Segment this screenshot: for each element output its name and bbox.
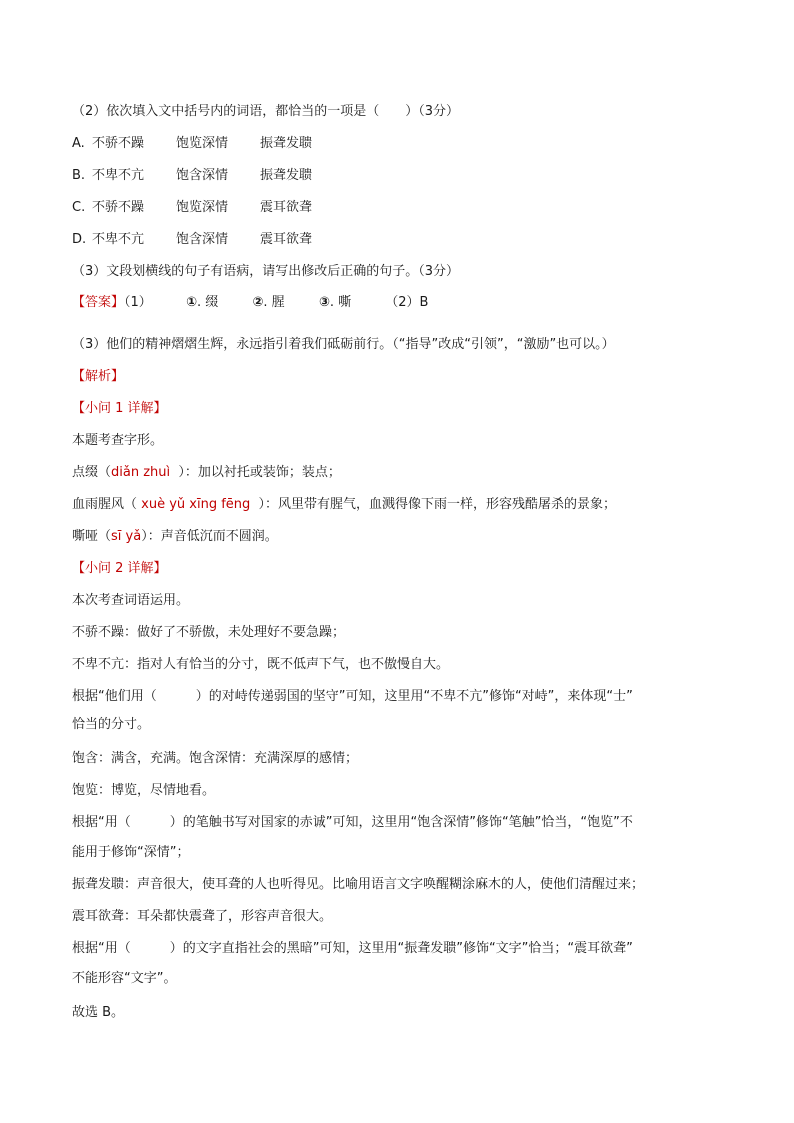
answer-tag: 【答案】 bbox=[72, 295, 125, 310]
answer-item-3: ③. 嘶 bbox=[318, 295, 352, 310]
sub1-intro: 本题考查字形。 bbox=[72, 433, 164, 448]
answer-line bbox=[72, 294, 724, 312]
sub2-line: 恰当的分寸。 bbox=[72, 717, 151, 732]
sub2-line: 根据“用（ ）的笔触书写对国家的赤诚”可知，这里用“饱含深情”修饰“笔触”恰当，“饱览”不 bbox=[72, 815, 633, 830]
answer-item-2: ②. 腥 bbox=[252, 295, 285, 310]
option-d: D. 不卑不亢 饱含深情 震耳欲聋 bbox=[72, 232, 313, 247]
answer-part2: （2）B bbox=[385, 295, 429, 310]
q3-stem: （3）文段划横线的句子有语病，请写出修改后正确的句子。（3分） bbox=[72, 264, 460, 279]
option-c: C. 不骄不躁 饱览深情 震耳欲聋 bbox=[72, 200, 313, 215]
analysis-tag: 【解析】 bbox=[72, 369, 125, 384]
sub1-line-3: 嘶哑（sī yǎ）：声音低沉而不圆润。 bbox=[72, 529, 278, 544]
sub1-line-2: 血雨腥风（ xuè yǔ xīng fēng ）：风里带有腥气，血溅得像下雨一样，形容残酷屠杀的景象； bbox=[72, 497, 617, 512]
option-b: B. 不卑不亢 饱含深情 振聋发聩 bbox=[72, 168, 313, 183]
sub2-line: 不骄不躁：做好了不骄傲，未处理好不要急躁； bbox=[72, 625, 346, 640]
sub1-tag: 【小问 1 详解】 bbox=[72, 401, 167, 416]
answer-part1: （1） bbox=[124, 295, 152, 310]
sub2-tag: 【小问 2 详解】 bbox=[72, 561, 167, 576]
sub1-line-1: 点缀（diǎn zhuì ）：加以衬托或装饰；装点； bbox=[72, 465, 341, 480]
sub2-line: 能用于修饰“深情”； bbox=[72, 845, 190, 860]
sub2-line: 故选 B。 bbox=[72, 1005, 125, 1020]
sub2-line: 根据“他们用（ ）的对峙传递弱国的坚守”可知，这里用“不卑不亢”修饰“对峙”，来体现“士” bbox=[72, 689, 633, 704]
sub2-line: 饱览：博览，尽情地看。 bbox=[72, 783, 216, 798]
answer-part3: （3）他们的精神熠熠生辉，永远指引着我们砥砺前行。（“指导”改成“引领”，“激励”也可以。） bbox=[72, 337, 615, 352]
sub2-line: 震耳欲聋：耳朵都快震聋了，形容声音很大。 bbox=[72, 909, 333, 924]
sub2-line: 不能形容“文字”。 bbox=[72, 971, 177, 986]
option-a: A. 不骄不躁 饱览深情 振聋发聩 bbox=[72, 136, 313, 151]
sub2-line: 振聋发聩：声音很大，使耳聋的人也听得见。比喻用语言文字唤醒糊涂麻木的人，使他们清醒过来； bbox=[72, 877, 645, 892]
sub2-line: 不卑不亢：指对人有恰当的分寸，既不低声下气，也不傲慢自大。 bbox=[72, 657, 450, 672]
sub2-line: 饱含：满含，充满。饱含深情：充满深厚的感情； bbox=[72, 751, 359, 766]
sub2-line: 根据“用（ ）的文字直指社会的黑暗”可知，这里用“振聋发聩”修饰“文字”恰当；“震耳欲聋” bbox=[72, 941, 633, 956]
q2-stem: （2）依次填入文中括号内的词语，都恰当的一项是（ ）（3分） bbox=[72, 104, 460, 119]
sub2-line: 本次考查词语运用。 bbox=[72, 593, 190, 608]
answer-item-1: ①. 缀 bbox=[185, 295, 219, 310]
